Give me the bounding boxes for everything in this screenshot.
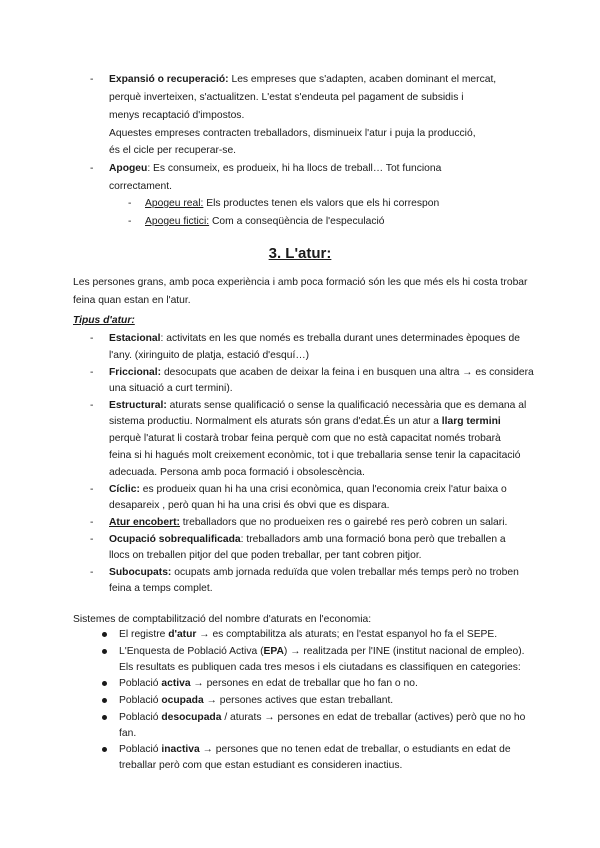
bullet-dot bbox=[102, 698, 107, 703]
bullet-dash: - bbox=[128, 216, 132, 227]
text-line: fan. bbox=[119, 728, 137, 739]
text-line: treballar però com que estan estudiant es consideren inactius. bbox=[119, 760, 403, 771]
text-line: feina si hi hagués molt creixement econòmic, tot i que treballaria sense tenir la capacitació bbox=[109, 450, 521, 461]
sistema-registre: El registre d'atur → es comptabilitza als aturats; en l'estat espanyol ho fa el SEPE. bbox=[119, 629, 498, 640]
tipus-estructural: Estructural: aturats sense qualificació o sense la qualificació necessària que es demana al bbox=[109, 400, 527, 411]
list-item-apogeu: Apogeu: Es consumeix, es produeix, hi ha llocs de treball… Tot funciona bbox=[109, 163, 442, 174]
intro-line: feina quan estan en l'atur. bbox=[73, 295, 191, 306]
tipus-sobrequalificada: Ocupació sobrequalificada: treballadors amb una formació bona però que treballen a bbox=[109, 534, 506, 545]
bullet-dash: - bbox=[90, 333, 94, 344]
intro-line: Les persones grans, amb poca experiència i amb poca formació són les que més els hi costa trobar bbox=[73, 277, 528, 288]
sistema-epa: L'Enquesta de Població Activa (EPA) → realitzada per l'INE (institut nacional de empleo). bbox=[119, 646, 525, 657]
text-line: Els resultats es publiquen cada tres mesos i els ciutadans es classifiquen en categories: bbox=[119, 662, 521, 673]
section-heading: 3. L'atur: bbox=[268, 245, 332, 262]
sistemes-title: Sistemes de comptabilització del nombre d'aturats en l'economia: bbox=[73, 614, 372, 625]
bullet-dash: - bbox=[90, 567, 94, 578]
tipus-atur-title: Tipus d'atur: bbox=[73, 315, 135, 326]
bullet-dash: - bbox=[90, 484, 94, 495]
tipus-ciclic: Cíclic: es produeix quan hi ha una crisi econòmica, quan l'economia creix l'atur baixa o bbox=[109, 484, 507, 495]
bullet-dash: - bbox=[128, 198, 132, 209]
tipus-estacional: Estacional: activitats en les que només es treballa durant unes determinades èpoques de bbox=[109, 333, 520, 344]
text-line: llocs on treballen pitjor del que poden treballar, per tant cobren pitjor. bbox=[109, 550, 422, 561]
tipus-subocupats: Subocupats: ocupats amb jornada reduïda que volen treballar més temps però no troben bbox=[109, 567, 519, 578]
tipus-atur-encobert: Atur encobert: treballadors que no produeixen res o gairebé res però cobren un salari. bbox=[109, 517, 508, 528]
text-line: desapareix , però quan hi ha una crisi és obvi que es dispara. bbox=[109, 500, 390, 511]
bullet-dot bbox=[102, 681, 107, 686]
sistema-inactiva: Població inactiva → persones que no tenen edat de treballar, o estudiants en edat de bbox=[119, 744, 511, 755]
bullet-dash: - bbox=[90, 400, 94, 411]
sistema-desocupada: Població desocupada / aturats → persones en edat de treballar (actives) però que no ho bbox=[119, 712, 526, 723]
bullet-dot bbox=[102, 632, 107, 637]
bullet-dot bbox=[102, 649, 107, 654]
bullet-dash: - bbox=[90, 163, 94, 174]
text-line: feina a temps complet. bbox=[109, 583, 213, 594]
bullet-dash: - bbox=[90, 74, 94, 85]
tipus-friccional: Friccional: desocupats que acaben de deixar la feina i en busquen una altra → es considera bbox=[109, 367, 534, 378]
sistema-ocupada: Població ocupada → persones actives que estan treballant. bbox=[119, 695, 394, 706]
bullet-dash: - bbox=[90, 534, 94, 545]
text-line: una situació a curt termini). bbox=[109, 383, 233, 394]
text-line: Aquestes empreses contracten treballadors, disminueix l'atur i puja la producció, bbox=[109, 128, 476, 139]
text-line: correctament. bbox=[109, 181, 172, 192]
text-line: l'any. (xiringuito de platja, estació d'esquí…) bbox=[109, 350, 310, 361]
bullet-dot bbox=[102, 747, 107, 752]
text-line: menys recaptació d'impostos. bbox=[109, 110, 245, 121]
text-line: perquè inverteixen, s'actualitzen. L'estat s'endeuta pel pagament de subsidis i bbox=[109, 92, 464, 103]
list-item-expansio: Expansió o recuperació: Les empreses que s'adapten, acaben dominant el mercat, bbox=[109, 74, 497, 85]
text-line: adecuada. Persona amb poca formació i obsolescència. bbox=[109, 467, 365, 478]
sistema-activa: Població activa → persones en edat de treballar que ho fan o no. bbox=[119, 678, 418, 689]
bullet-dash: - bbox=[90, 367, 94, 378]
bullet-dash: - bbox=[90, 517, 94, 528]
sub-item-apogeu-real: Apogeu real: Els productes tenen els valors que els hi correspon bbox=[145, 198, 440, 209]
sub-item-apogeu-fictici: Apogeu fictici: Com a conseqüència de l'especulació bbox=[145, 216, 385, 227]
text-line: sistema productiu. Normalment els aturats són grans d'edat.És un atur a llarg termini bbox=[109, 416, 501, 427]
bullet-dot bbox=[102, 715, 107, 720]
text-line: perquè l'aturat li costarà trobar feina perquè com que no està capacitat només trobarà bbox=[109, 433, 501, 444]
text-line: és el cicle per recuperar-se. bbox=[109, 145, 237, 156]
